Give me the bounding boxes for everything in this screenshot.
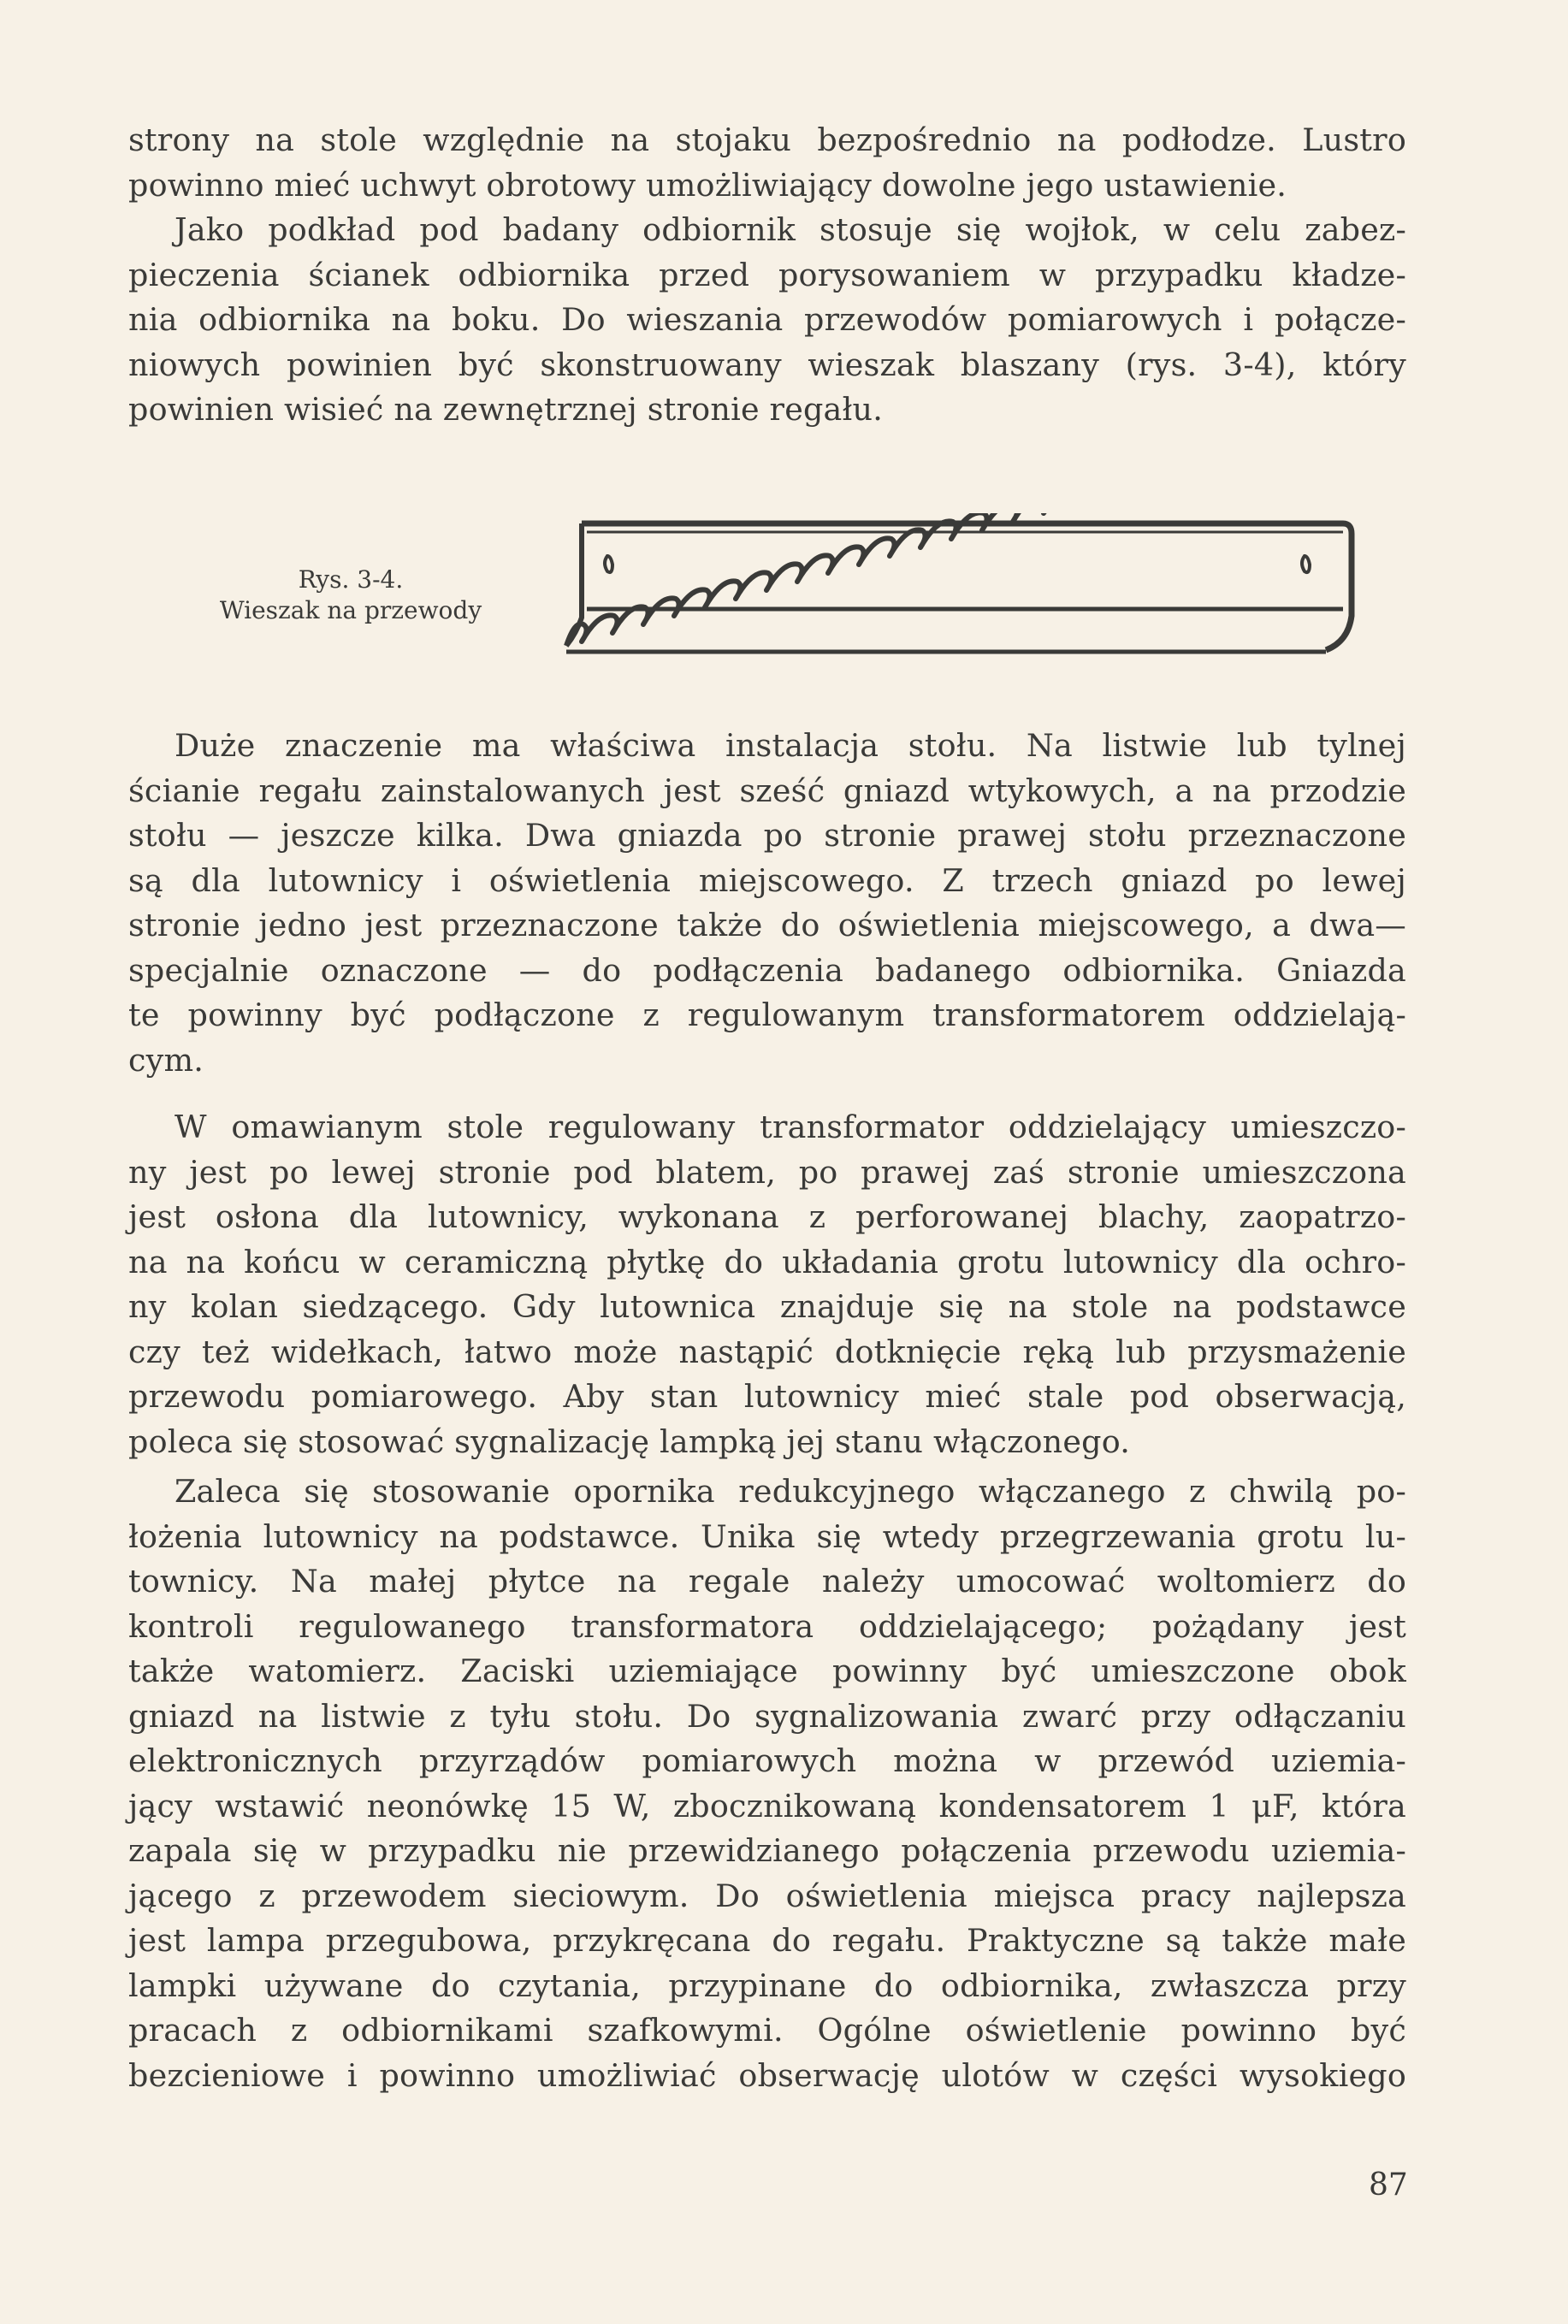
text-line: Duże znaczenie ma właściwa instalacja stołu. Na listwie lub tylnej bbox=[175, 727, 1406, 764]
text-line: jest lampa przegubowa, przykręcana do regału. Praktyczne są także małe bbox=[128, 1922, 1406, 1959]
text-block-top bbox=[128, 118, 1406, 433]
text-line: bezcieniowe i powinno umożliwiać obserwację ulotów w części wysokiego bbox=[128, 2056, 1406, 2094]
text-line: poleca się stosować sygnalizację lampką jej stanu włączonego. bbox=[128, 1422, 1131, 1460]
text-block-installation bbox=[128, 724, 1406, 1083]
text-line: jący wstawić neonówkę 15 W, zbocznikowaną kondensatorem 1 μF, która bbox=[128, 1787, 1406, 1824]
text-line: townicy. Na małej płytce na regale należy umocować woltomierz do bbox=[128, 1563, 1406, 1600]
text-line: pieczenia ścianek odbiornika przed porysowaniem w przypadku kładze- bbox=[128, 256, 1406, 293]
text-line: Jako podkład pod badany odbiornik stosuje się wojłok, w celu zabez- bbox=[175, 211, 1406, 248]
text-block-recommendations bbox=[128, 1470, 1406, 2098]
text-line: powinno mieć uchwyt obrotowy umożliwiający dowolne jego ustawienie. bbox=[128, 166, 1287, 204]
figure-caption-text: Wieszak na przewody bbox=[219, 596, 482, 624]
figure-label: Rys. 3-4. bbox=[298, 565, 404, 594]
text-line: na na końcu w ceramiczną płytkę do układania grotu lutownicy dla ochro- bbox=[128, 1243, 1406, 1280]
text-line: stołu — jeszcze kilka. Dwa gniazda po stronie prawej stołu przeznaczone bbox=[128, 817, 1406, 854]
text-line: stronie jedno jest przeznaczone także do oświetlenia miejscowego, a dwa— bbox=[128, 907, 1406, 943]
text-line: są dla lutownicy i oświetlenia miejscowego. Z trzech gniazd po lewej bbox=[128, 861, 1406, 899]
text-line: ścianie regału zainstalowanych jest sześć gniazd wtykowych, a na przodzie bbox=[128, 772, 1406, 809]
text-line: czy też widełkach, łatwo może nastąpić dotknięcie ręką lub przysmażenie bbox=[128, 1333, 1406, 1370]
text-line: specjalnie oznaczone — do podłączenia badanego odbiornika. Gniazda bbox=[128, 951, 1406, 989]
text-line: nia odbiornika na boku. Do wieszania przewodów pomiarowych i połącze- bbox=[128, 301, 1406, 338]
text-line: jącego z przewodem sieciowym. Do oświetlenia miejsca pracy najlepsza bbox=[128, 1877, 1406, 1914]
text-line: pracach z odbiornikami szafkowymi. Ogólne oświetlenie powinno być bbox=[128, 2012, 1406, 2049]
text-block-transformer bbox=[128, 1105, 1406, 1464]
text-line: jest osłona dla lutownicy, wykonana z perforowanej blachy, zaopatrzo- bbox=[128, 1198, 1406, 1235]
text-line: kontroli regulowanego transformatora oddzielającego; pożądany jest bbox=[128, 1607, 1406, 1645]
text-line: powinien wisieć na zewnętrznej stronie regału. bbox=[128, 391, 884, 428]
text-line: także watomierz. Zaciski uziemiające powinny być umieszczone obok bbox=[128, 1653, 1406, 1689]
text-line: elektronicznych przyrządów pomiarowych można w przewód uziemia- bbox=[128, 1742, 1406, 1779]
text-line: cym. bbox=[128, 1041, 204, 1079]
figure-3-4 bbox=[171, 513, 1386, 684]
text-line: ny kolan siedzącego. Gdy lutownica znajduje się na stole na podstawce bbox=[128, 1288, 1406, 1325]
text-line: Zaleca się stosowanie opornika redukcyjnego włączanego z chwilą po- bbox=[175, 1473, 1406, 1510]
text-line: zapala się w przypadku nie przewidzianego połączenia przewodu uziemia- bbox=[128, 1832, 1406, 1869]
text-line: lampki używane do czytania, przypinane do odbiornika, zwłaszcza przy bbox=[128, 1966, 1406, 2004]
text-line: W omawianym stole regulowany transformator oddzielający umieszczo- bbox=[175, 1109, 1406, 1145]
text-line: ny jest po lewej stronie pod blatem, po prawej zaś stronie umieszczona bbox=[128, 1153, 1406, 1191]
text-line: niowych powinien być skonstruowany wieszak blaszany (rys. 3-4), który bbox=[128, 346, 1406, 383]
text-line: gniazd na listwie z tyłu stołu. Do sygnalizowania zwarć przy odłączaniu bbox=[128, 1697, 1406, 1735]
figure-caption bbox=[171, 565, 530, 626]
text-line: łożenia lutownicy na podstawce. Unika się wtedy przegrzewania grotu lu- bbox=[128, 1517, 1406, 1555]
text-line: strony na stole względnie na stojaku bezpośrednio na podłodze. Lustro bbox=[128, 121, 1406, 158]
cable-hanger-drawing-icon bbox=[556, 513, 1360, 659]
text-line: przewodu pomiarowego. Aby stan lutownicy mieć stale pod obserwacją, bbox=[128, 1378, 1406, 1415]
text-line: te powinny być podłączone z regulowanym transformatorem oddzielają- bbox=[128, 996, 1406, 1033]
page-number: 87 bbox=[1369, 2167, 1408, 2203]
